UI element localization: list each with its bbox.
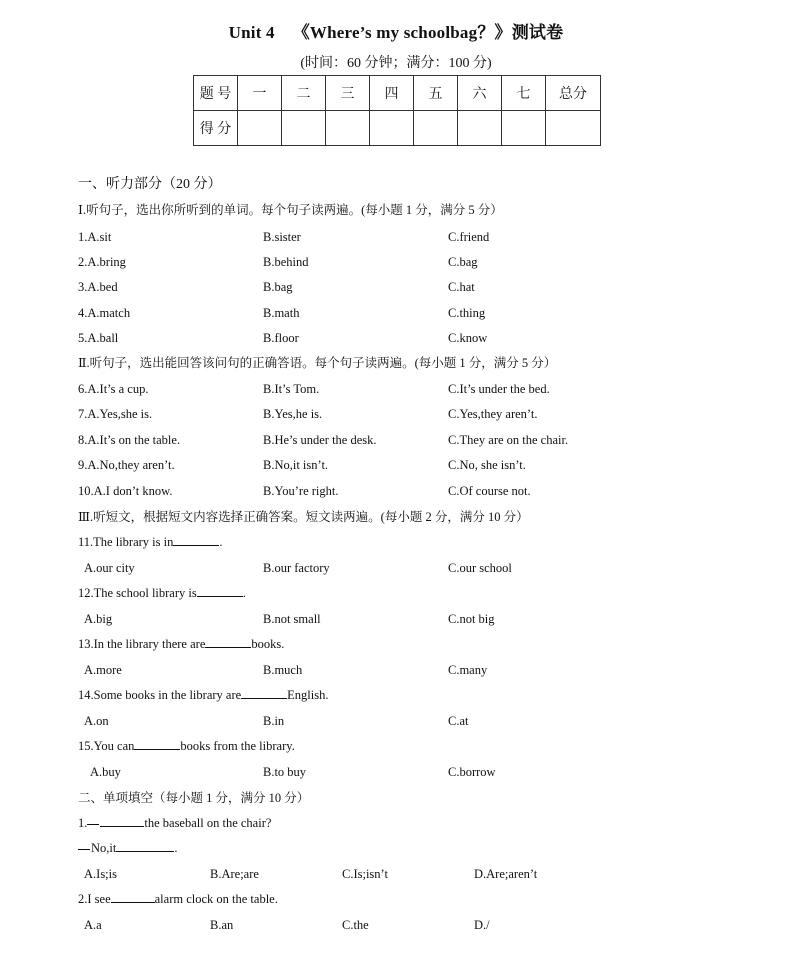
option-c: C.bag xyxy=(448,255,478,269)
option-c: C.No, she isn’t. xyxy=(448,458,526,472)
page-subtitle: (时间：60 分钟；满分：100 分) xyxy=(300,56,492,71)
option-c: C.know xyxy=(448,331,488,345)
answer-blank[interactable] xyxy=(111,892,155,903)
option-b: B.behind xyxy=(263,255,309,269)
score-header-cell: 三 xyxy=(326,76,370,111)
question-stem: 15.You can books from the library. xyxy=(78,739,295,753)
question-stem: 1. the baseball on the chair? xyxy=(78,816,272,830)
option-a: A.more xyxy=(84,663,122,677)
score-row-label: 得 分 xyxy=(194,111,238,146)
option-b: B.in xyxy=(263,714,285,728)
score-value-row xyxy=(194,111,601,146)
option-b: B.math xyxy=(263,306,300,320)
score-header-cell: 题 号 xyxy=(194,76,238,111)
option-b: B.not small xyxy=(263,612,321,626)
option-c: C.Is;isn’t xyxy=(342,867,388,881)
score-header-row xyxy=(194,76,601,111)
option-d: D.Are;aren’t xyxy=(474,867,538,881)
question-reply: No,it . xyxy=(78,841,177,856)
option-c: C.at xyxy=(448,714,469,728)
option-c: C.thing xyxy=(448,306,486,320)
unit-label: Unit 4 xyxy=(228,23,275,42)
dialog-dash xyxy=(78,849,90,850)
score-header-cell: 总分 xyxy=(546,76,601,111)
option-c: C.friend xyxy=(448,230,490,244)
option-b: B.bag xyxy=(263,280,293,294)
option-c: C.many xyxy=(448,663,488,677)
option-c: C.Of course not. xyxy=(448,484,531,498)
score-header-cell: 二 xyxy=(282,76,326,111)
sec3-instruction: Ⅲ.听短文，根据短文内容选择正确答案。短文读两遍。(每小题 2 分，满分 10 分） xyxy=(78,510,529,524)
score-header-cell: 四 xyxy=(370,76,414,111)
score-cell xyxy=(414,111,458,146)
option-a: 9.A.No,they aren’t. xyxy=(78,458,175,472)
score-cell xyxy=(370,111,414,146)
answer-blank[interactable] xyxy=(173,535,219,546)
option-c: C.They are on the chair. xyxy=(448,433,569,447)
score-header-cell: 一 xyxy=(238,76,282,111)
option-c: C.not big xyxy=(448,612,495,626)
option-a: A.a xyxy=(84,918,102,932)
option-a: 10.A.I don’t know. xyxy=(78,484,173,498)
option-b: B.It’s Tom. xyxy=(263,382,320,396)
option-a: 8.A.It’s on the table. xyxy=(78,433,181,447)
answer-blank[interactable] xyxy=(197,586,243,597)
title-text: 《Where’s my schoolbag？》测试卷 xyxy=(292,23,564,42)
option-b: B.floor xyxy=(263,331,299,345)
question-stem: 2.I see alarm clock on the table. xyxy=(78,892,278,906)
dialog-dash xyxy=(87,824,99,825)
score-cell xyxy=(282,111,326,146)
score-cell xyxy=(502,111,546,146)
option-c: C.It’s under the bed. xyxy=(448,382,550,396)
score-table xyxy=(193,75,601,146)
score-cell xyxy=(546,111,601,146)
option-b: B.He’s under the desk. xyxy=(263,433,377,447)
option-b: B.sister xyxy=(263,230,301,244)
question-stem: 14.Some books in the library are English. xyxy=(78,688,329,702)
page-title xyxy=(0,18,792,43)
answer-blank[interactable] xyxy=(134,739,180,750)
sec2-instruction: Ⅱ.听句子，选出能回答该问句的正确答语。每个句子读两遍。(每小题 1 分，满分 5 分） xyxy=(78,356,557,370)
question-stem: 12.The school library is . xyxy=(78,586,246,600)
score-header-cell: 六 xyxy=(458,76,502,111)
option-b: B.Yes,he is. xyxy=(263,407,323,421)
option-a: 3.A.bed xyxy=(78,280,118,294)
answer-blank[interactable] xyxy=(100,816,144,827)
option-b: B.to buy xyxy=(263,765,307,779)
option-c: C.our school xyxy=(448,561,512,575)
option-c: C.borrow xyxy=(448,765,496,779)
option-a: 1.A.sit xyxy=(78,230,112,244)
option-c: C.Yes,they aren’t. xyxy=(448,407,538,421)
option-a: 4.A.match xyxy=(78,306,131,320)
option-a: 6.A.It’s a cup. xyxy=(78,382,149,396)
option-a: 2.A.bring xyxy=(78,255,126,269)
question-stem: 13.In the library there are books. xyxy=(78,637,285,651)
question-stem: 11.The library is in . xyxy=(78,535,223,549)
option-c: C.hat xyxy=(448,280,475,294)
score-cell xyxy=(458,111,502,146)
option-b: B.You’re right. xyxy=(263,484,339,498)
part1-heading: 一、听力部分（20 分） xyxy=(78,177,222,192)
answer-blank[interactable] xyxy=(205,637,251,648)
option-a: A.our city xyxy=(84,561,135,575)
option-d: D./ xyxy=(474,918,490,932)
option-b: B.No,it isn’t. xyxy=(263,458,329,472)
score-cell xyxy=(326,111,370,146)
option-a: A.on xyxy=(84,714,109,728)
part2-heading: 二、单项填空（每小题 1 分，满分 10 分） xyxy=(78,791,310,805)
option-b: B.much xyxy=(263,663,303,677)
score-header-cell: 七 xyxy=(502,76,546,111)
option-b: B.Are;are xyxy=(210,867,259,881)
answer-blank[interactable] xyxy=(116,841,174,852)
sec1-instruction: Ⅰ.听句子，选出你所听到的单词。每个句子读两遍。(每小题 1 分，满分 5 分） xyxy=(78,203,503,217)
option-a: 5.A.ball xyxy=(78,331,119,345)
option-a: 7.A.Yes,she is. xyxy=(78,407,153,421)
score-cell xyxy=(238,111,282,146)
option-a: A.Is;is xyxy=(84,867,117,881)
option-a: A.big xyxy=(84,612,113,626)
answer-blank[interactable] xyxy=(241,688,287,699)
option-b: B.our factory xyxy=(263,561,330,575)
option-b: B.an xyxy=(210,918,234,932)
option-a: A.buy xyxy=(90,765,121,779)
score-header-cell: 五 xyxy=(414,76,458,111)
option-c: C.the xyxy=(342,918,369,932)
